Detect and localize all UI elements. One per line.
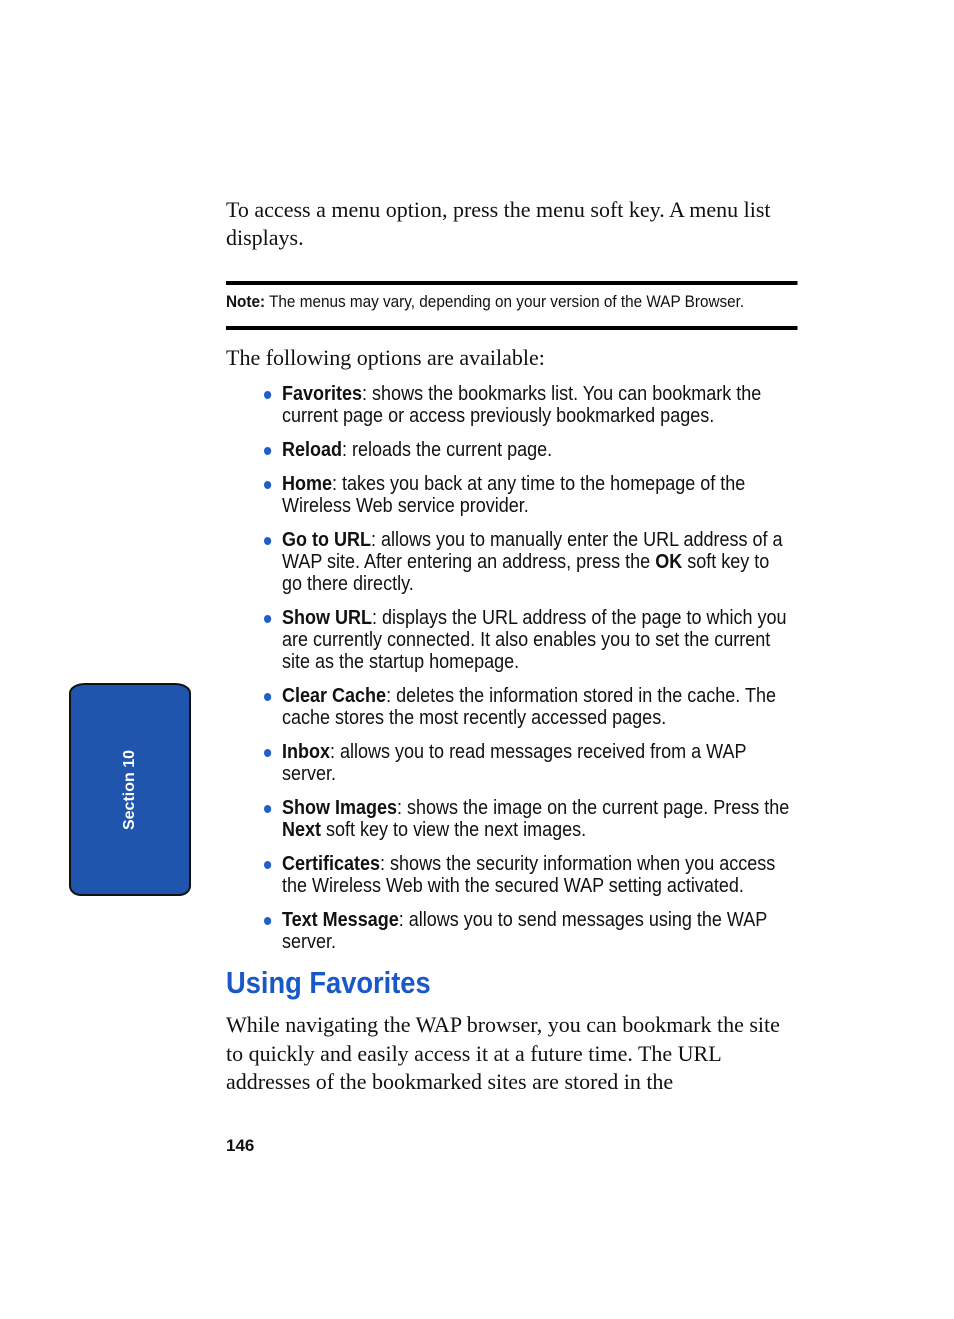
- option-desc: : allows you to read messages received from a WAP server.: [282, 741, 747, 785]
- list-item: [264, 529, 791, 595]
- option-term: Clear Cache: [282, 685, 387, 707]
- next-key-label: Next: [282, 819, 322, 841]
- list-item: [264, 853, 791, 897]
- bullet-icon: [264, 749, 271, 757]
- list-item: [264, 685, 791, 729]
- note-label: Note:: [226, 292, 266, 311]
- section-tab-label: Section 10: [121, 749, 138, 830]
- note-text: The menus may vary, depending on your version of the WAP Browser.: [265, 292, 745, 311]
- option-term: Text Message: [282, 909, 399, 931]
- list-item: [264, 909, 791, 953]
- ok-key-label: OK: [655, 551, 683, 573]
- option-term: Show URL: [282, 607, 372, 629]
- bullet-icon: [264, 805, 271, 813]
- option-term: Show Images: [282, 797, 398, 819]
- bullet-icon: [264, 693, 271, 701]
- option-desc: : deletes the information stored in the cache. The cache stores the most recently accessed pages.: [282, 685, 776, 729]
- list-item: [264, 383, 791, 427]
- option-desc: : allows you to send messages using the WAP server.: [282, 909, 767, 953]
- option-term: Reload: [282, 439, 343, 461]
- intro-text: To access a menu option, press the menu soft key. A menu list displays.: [226, 197, 771, 250]
- bullet-icon: [264, 537, 271, 545]
- bullet-icon: [264, 391, 271, 399]
- option-desc: : takes you back at any time to the homepage of the Wireless Web service provider.: [282, 473, 746, 517]
- option-desc: : shows the security information when you access the Wireless Web with the secured WAP setting activated.: [282, 853, 776, 897]
- page-number: 146: [226, 1136, 255, 1155]
- section-heading: Using Favorites: [226, 965, 431, 1000]
- body-paragraph: While navigating the WAP browser, you can bookmark the site to quickly and easily access it at a future time. The URL addresses of the bookmarked sites are stored in the: [226, 1012, 780, 1094]
- list-item: [264, 439, 791, 461]
- option-desc: soft key to go there directly.: [282, 551, 770, 595]
- section-tab: [69, 683, 191, 896]
- option-desc: : shows the image on the current page. Press the: [397, 797, 790, 819]
- option-term: Certificates: [282, 853, 381, 875]
- option-desc: : allows you to manually enter the URL address of a WAP site. After entering an address, press the: [282, 529, 783, 573]
- option-desc: : shows the bookmarks list. You can bookmark the current page or access previously bookmarked pages.: [282, 383, 762, 427]
- bullet-icon: [264, 861, 271, 869]
- options-intro: The following options are available:: [226, 345, 545, 370]
- list-item: [264, 741, 791, 785]
- page-content: [226, 196, 798, 1097]
- option-term: Home: [282, 473, 333, 495]
- bullet-icon: [264, 917, 271, 925]
- bullet-icon: [264, 615, 271, 623]
- option-term: Favorites: [282, 383, 363, 405]
- list-item: [264, 607, 791, 673]
- list-item: [264, 797, 791, 841]
- option-term: Inbox: [282, 741, 331, 763]
- note-box: [226, 281, 797, 330]
- option-desc: : displays the URL address of the page to which you are currently connected. It also enables you to set the current site as the startup homepage.: [282, 607, 787, 673]
- bullet-icon: [264, 481, 271, 489]
- option-desc: : reloads the current page.: [342, 439, 553, 461]
- options-list: [226, 383, 798, 953]
- option-term: Go to URL: [282, 529, 371, 551]
- list-item: [264, 473, 791, 517]
- bullet-icon: [264, 447, 271, 455]
- option-desc: soft key to view the next images.: [321, 819, 587, 841]
